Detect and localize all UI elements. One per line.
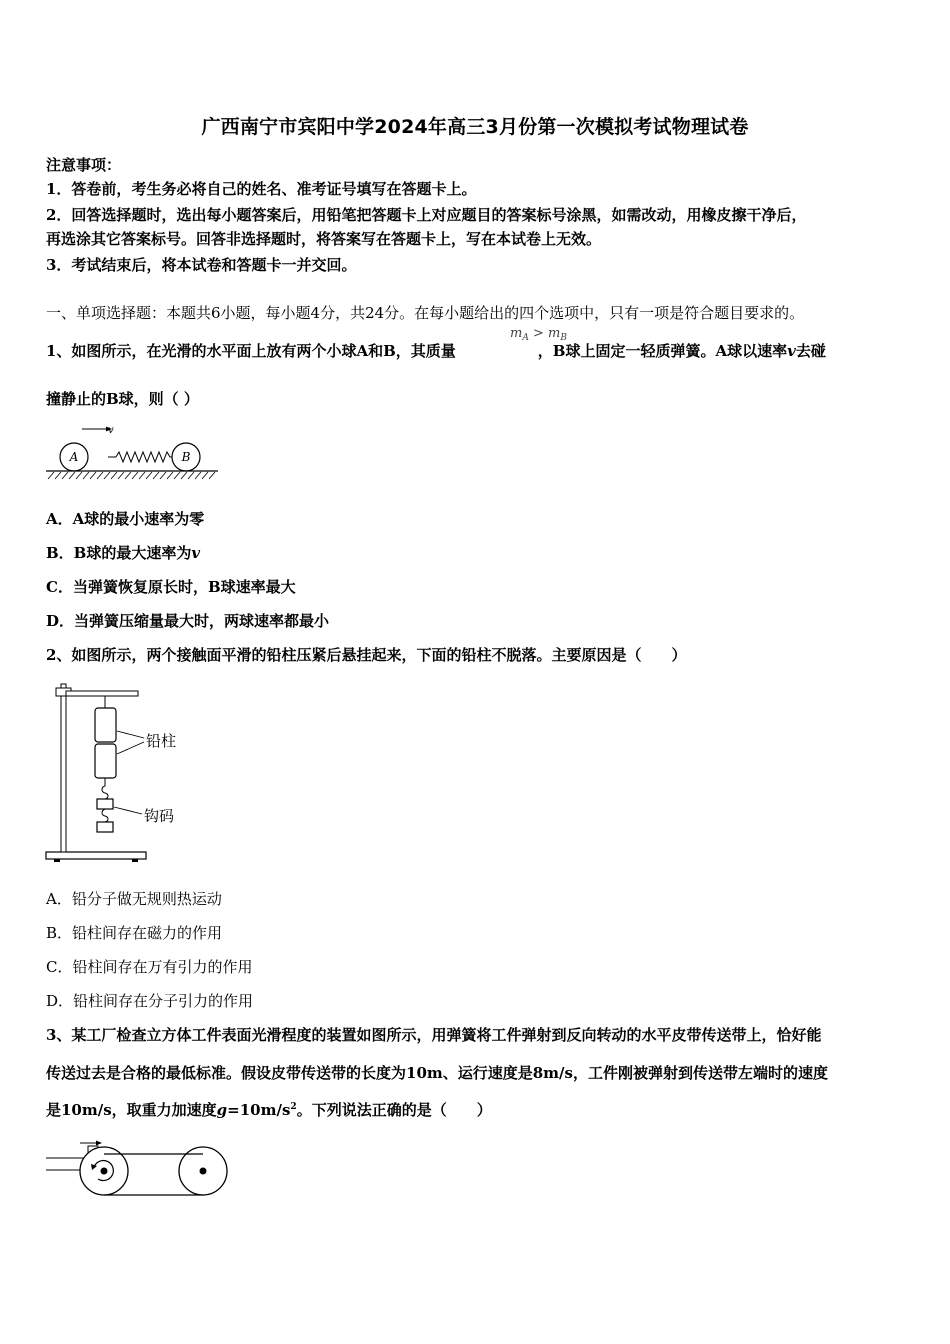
axle-left [101, 1168, 108, 1175]
q1-option-b-text: B．B球的最大速率为 [46, 544, 192, 562]
hook [102, 809, 108, 822]
page-title: 广西南宁市宾阳中学2024年高三3月份第一次模拟考试物理试卷 [201, 116, 749, 138]
q3-line3-a: 是10m/s，取重力加速度 [46, 1101, 217, 1119]
launch-arrowhead [96, 1141, 102, 1146]
q1-text-c: 去碰 [795, 342, 826, 360]
q3-g: g [216, 1101, 228, 1119]
stand-foot [54, 859, 60, 862]
q1-option-d: D．当弹簧压缩量最大时，两球速率都最小 [46, 612, 330, 630]
mass-a-sub: A [522, 333, 529, 343]
q1-text-b: ，B球上固定一轻质弹簧。A球以速率 [537, 342, 788, 360]
question-3-line3 [46, 1099, 492, 1120]
weight-upper [97, 799, 113, 809]
figure-conveyor-belt [44, 1130, 234, 1206]
mass-b: m [548, 326, 561, 341]
notice-item: 2．回答选择题时，选出每小题答案后，用铅笔把答题卡上对应题目的答案标号涂黑，如需改动，用橡皮擦干净后， [46, 206, 807, 224]
notice-item: 再选涂其它答案标号。回答非选择题时，将答案写在答题卡上，写在本试卷上无效。 [46, 230, 602, 248]
leader-line [117, 742, 144, 754]
notice-item: 3．考试结束后，将本试卷和答题卡一并交回。 [46, 256, 357, 274]
ball-a-label: A [69, 450, 79, 464]
question-2-text: 2、如图所示，两个接触面平滑的铅柱压紧后悬挂起来，下面的铅柱不脱落。主要原因是（ ） [46, 646, 687, 664]
figure-lead-cylinders [44, 674, 204, 864]
mass-b-sub: B [560, 333, 567, 343]
label-lead: 铅柱 [146, 732, 177, 750]
q3-line3-c: 。下列说法正确的是（ ） [296, 1101, 492, 1119]
question-1-text [46, 340, 826, 361]
q1-option-c: C．当弹簧恢复原长时，B球速率最大 [46, 578, 296, 596]
stand-arm [66, 691, 138, 696]
notice-heading: 注意事项： [46, 156, 122, 174]
stand-foot [132, 859, 138, 862]
mass-a: m [510, 326, 523, 341]
q2-option-b: B．铅柱间存在磁力的作用 [46, 924, 223, 942]
lead-cylinder-upper [95, 708, 116, 742]
q1-option-b [46, 542, 200, 563]
ground-hatch [48, 472, 215, 479]
q1-option-b-v: v [191, 544, 201, 562]
label-weight: 钩码 [144, 807, 175, 825]
spring [116, 452, 172, 462]
question-3-line2: 传送过去是合格的最低标准。假设皮带传送带的长度为10m、运行速度是8m/s，工件刚被弹射到传送带左端时的速度 [46, 1064, 828, 1082]
q2-option-a: A．铅分子做无规则热运动 [46, 890, 222, 908]
notice-item: 1．答卷前，考生务必将自己的姓名、准考证号填写在答题卡上。 [46, 180, 477, 198]
q2-option-c: C．铅柱间存在万有引力的作用 [46, 958, 253, 976]
leader-line [117, 731, 144, 738]
ball-b-label: B [181, 450, 191, 464]
weight-lower [97, 822, 113, 832]
q1-text-a: 1、如图所示，在光滑的水平面上放有两个小球A和B，其质量 [46, 342, 456, 360]
hook [102, 778, 108, 799]
q1-velocity: v [787, 342, 796, 360]
q1-mass-relation [510, 326, 567, 343]
axle-right [200, 1168, 207, 1175]
q1-option-a: A．A球的最小速率为零 [46, 510, 205, 528]
section-heading: 一、单项选择题：本题共6小题，每小题4分，共24分。在每小题给出的四个选项中，只有一项是符合题目要求的。 [46, 304, 805, 322]
question-1-line2: 撞静止的B球，则（ ） [46, 390, 199, 408]
q2-option-d: D．铅柱间存在分子引力的作用 [46, 992, 254, 1010]
figure-balls-spring [44, 420, 224, 484]
q3-line3-b: =10m/s [227, 1101, 291, 1119]
lead-cylinder-lower [95, 744, 116, 778]
stand-pole [61, 684, 66, 852]
greater-than: > [528, 326, 548, 341]
velocity-label: v [108, 425, 114, 436]
q3-sup: 2 [290, 1102, 297, 1112]
leader-line [114, 807, 142, 814]
question-3-line1: 3、某工厂检查立方体工件表面光滑程度的装置如图所示，用弹簧将工件弹射到反向转动的水平皮带传送带上，恰好能 [46, 1026, 822, 1044]
stand-base [46, 852, 146, 859]
